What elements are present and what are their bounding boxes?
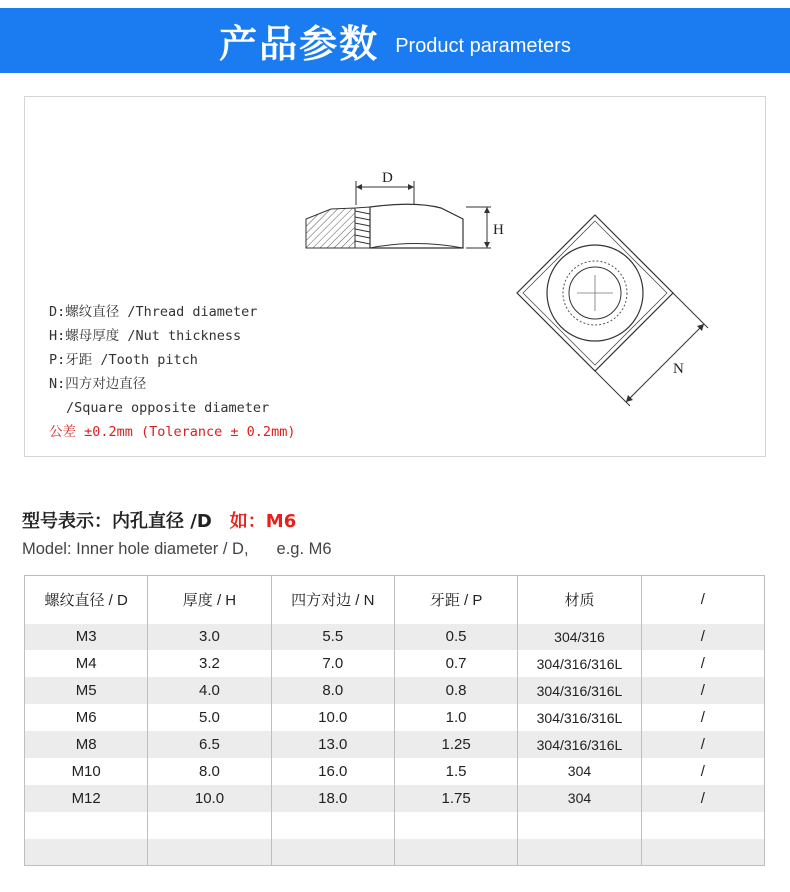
cell-d — [25, 812, 148, 839]
cell-p: 0.8 — [394, 677, 517, 704]
model-subtitle-text: Model: Inner hole diameter / D, — [22, 540, 249, 558]
legend-item: N:四方对边直径 — [49, 376, 147, 392]
top-view — [517, 215, 708, 406]
table-header-row — [25, 576, 765, 624]
cell-h — [148, 839, 271, 866]
title-cn: 产品参数 — [219, 22, 380, 66]
header-material: 材质 — [518, 576, 641, 624]
cell-n: 7.0 — [271, 650, 394, 677]
label-d: D — [382, 170, 393, 186]
model-subtitle — [22, 540, 332, 559]
cell-d: M12 — [25, 785, 148, 812]
legend-item: /Square opposite diameter — [66, 400, 270, 416]
cell-d: M5 — [25, 677, 148, 704]
cell-slash: / — [641, 624, 764, 651]
cell-material: 304/316/316L — [518, 731, 641, 758]
cell-d: M10 — [25, 758, 148, 785]
cell-slash: / — [641, 785, 764, 812]
label-h: H — [493, 222, 504, 238]
model-example: 如：M6 — [229, 511, 297, 532]
cell-material: 304/316 — [518, 624, 641, 651]
cell-material: 304 — [518, 785, 641, 812]
table-row — [25, 650, 765, 677]
cell-p — [394, 812, 517, 839]
cell-material — [518, 812, 641, 839]
table-row — [25, 704, 765, 731]
cell-n: 18.0 — [271, 785, 394, 812]
cell-p: 0.5 — [394, 624, 517, 651]
cell-d: M8 — [25, 731, 148, 758]
header-thickness: 厚度 / H — [148, 576, 271, 624]
cell-slash: / — [641, 650, 764, 677]
cell-p — [394, 839, 517, 866]
model-title — [22, 507, 296, 533]
cell-h: 8.0 — [148, 758, 271, 785]
cell-n: 13.0 — [271, 731, 394, 758]
cell-p: 0.7 — [394, 650, 517, 677]
cell-material: 304/316/316L — [518, 650, 641, 677]
table-row-empty — [25, 839, 765, 866]
spec-table — [24, 575, 765, 866]
cell-p: 1.5 — [394, 758, 517, 785]
legend-item: P:牙距 /Tooth pitch — [49, 352, 198, 368]
cell-material: 304 — [518, 758, 641, 785]
cell-n: 8.0 — [271, 677, 394, 704]
cell-slash: / — [641, 677, 764, 704]
cell-n: 10.0 — [271, 704, 394, 731]
cell-slash: / — [641, 731, 764, 758]
cell-material: 304/316/316L — [518, 677, 641, 704]
table-row — [25, 677, 765, 704]
diagram-panel — [24, 96, 766, 457]
label-n: N — [673, 361, 684, 377]
legend — [49, 300, 295, 444]
cell-slash: / — [641, 758, 764, 785]
tolerance-note: 公差 ±0.2mm (Tolerance ± 0.2mm) — [49, 424, 296, 440]
cell-material: 304/316/316L — [518, 704, 641, 731]
table-row — [25, 731, 765, 758]
title-en: Product parameters — [395, 35, 571, 57]
legend-item: D:螺纹直径 /Thread diameter — [49, 304, 258, 320]
cell-h: 4.0 — [148, 677, 271, 704]
cell-slash — [641, 812, 764, 839]
cell-p: 1.25 — [394, 731, 517, 758]
cell-p: 1.75 — [394, 785, 517, 812]
cell-slash: / — [641, 704, 764, 731]
cell-h: 10.0 — [148, 785, 271, 812]
table-row-empty — [25, 812, 765, 839]
table-row — [25, 758, 765, 785]
cell-d: M3 — [25, 624, 148, 651]
cell-n — [271, 839, 394, 866]
table-row — [25, 624, 765, 651]
header-pitch: 牙距 / P — [394, 576, 517, 624]
cell-h: 5.0 — [148, 704, 271, 731]
cell-p: 1.0 — [394, 704, 517, 731]
cell-d: M6 — [25, 704, 148, 731]
cell-d: M4 — [25, 650, 148, 677]
cell-n: 16.0 — [271, 758, 394, 785]
legend-item: H:螺母厚度 /Nut thickness — [49, 328, 242, 344]
cell-h: 3.0 — [148, 624, 271, 651]
header-thread-diameter: 螺纹直径 / D — [25, 576, 148, 624]
header-square-width: 四方对边 / N — [271, 576, 394, 624]
cell-h — [148, 812, 271, 839]
cell-n: 5.5 — [271, 624, 394, 651]
cell-material — [518, 839, 641, 866]
table-row — [25, 785, 765, 812]
model-subtitle-example: e.g. M6 — [276, 540, 332, 558]
cell-d — [25, 839, 148, 866]
header-banner — [0, 8, 790, 73]
cell-h: 3.2 — [148, 650, 271, 677]
header-slash: / — [641, 576, 764, 624]
cell-n — [271, 812, 394, 839]
cell-slash — [641, 839, 764, 866]
cell-h: 6.5 — [148, 731, 271, 758]
model-title-text: 型号表示：内孔直径 /D — [22, 511, 212, 532]
side-view — [306, 181, 491, 248]
